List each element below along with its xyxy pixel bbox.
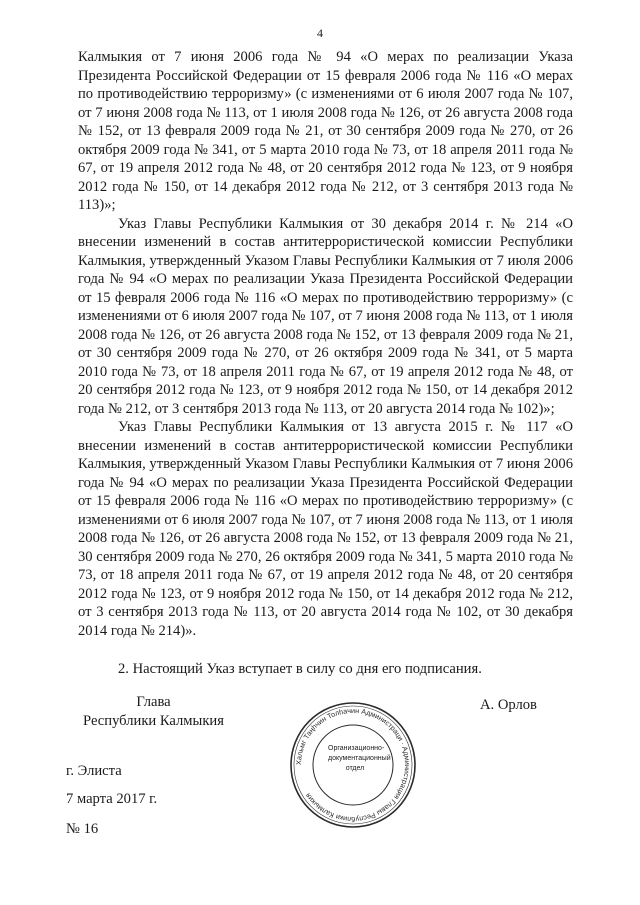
paragraph-continuation: Калмыкия от 7 июня 2006 года № 94 «О мерах по реализации Указа Президента Российской Федерации от 15 февраля 2006 года № 116 «О мерах по противодействию терроризму» (с изменениями от 6 июля 2007 года № 107, от 7 июня 2008 года № 113, от 1 июля 2008 года № 126, от 26 августа 2008 года № 152, от 13 февраля 2009 года № 21, от 30 сентября 2009 года № 270, от 26 октября 2009 года № 341, от 5 марта 2010 года № 73, от 18 апреля 2011 года № 67, от 19 апреля 2012 года № 48, от 20 сентября 2012 года № 123, от 9 ноября 2012 года № 150, от 14 декабря 2012 года № 212, от 3 сентября 2013 года № 113)»; [78, 49, 573, 213]
decree-number: № 16 [66, 821, 99, 837]
page-number: 4 [317, 26, 323, 40]
signer-title [66, 693, 241, 730]
stamp-center-line3: отдел [345, 765, 365, 772]
stamp-center-text [328, 744, 391, 774]
signer-name: А. Орлов [480, 697, 537, 713]
signer-title-line2: Республики Калмыкия [83, 712, 224, 729]
signer-title-line1: Глава [136, 694, 171, 710]
official-stamp [288, 700, 418, 830]
date: 7 марта 2017 г. [66, 791, 158, 807]
stamp-center-line1: Организационно- [328, 745, 385, 752]
place: г. Элиста [66, 763, 122, 779]
decree-item-2: 2. Настоящий Указ вступает в силу со дня его подписания. [118, 661, 482, 677]
decree-body [78, 48, 573, 640]
paragraph-decree-117: Указ Главы Республики Калмыкия от 13 августа 2015 г. № 117 «О внесении изменений в состав антитеррористической комиссии Республики Калмыкия, утвержденный Указом Главы Республики Калмыкия от 7 июня 2006 года № 94 «О мерах по реализации Указа Президента Российской Федерации от 15 февраля 2006 года № 116 «О мерах по противодействию терроризму» (с изменениями от 6 июля 2007 года № 107, от 7 июня 2008 года № 113, от 1 июля 2008 года № 126, от 26 августа 2008 года № 152, от 13 февраля 2009 года № 21, 30 сентября 2009 года № 270, 26 октября 2009 года № 341, 5 марта 2010 года № 73, от 18 апреля 2011 года № 67, от 19 апреля 2012 года № 48, от 20 сентября 2012 года № 123, от 9 ноября 2012 года № 150, от 14 декабря 2012 года № 212, от 3 сентября 2013 года № 113, от 20 августа 2014 года № 102, от 30 декабря 2014 года № 214)». [78, 419, 573, 639]
paragraph-decree-214: Указ Главы Республики Калмыкия от 30 декабря 2014 г. № 214 «О внесении изменений в состав антитеррористической комиссии Республики Калмыкия, утвержденный Указом Главы Республики Калмыкия от 7 июля 2006 года № 94 «О мерах по реализации Указа Президента Российской Федерации от 15 февраля 2006 года № 116 «О мерах по противодействию терроризму» (с изменениями от 6 июля 2007 года № 107, от 7 июня 2008 года № 113, от 1 июля 2008 года № 126, от 26 августа 2008 года № 152, от 13 февраля 2009 года № 21, от 30 сентября 2009 года № 270, от 26 октября 2009 года № 341, от 5 марта 2010 года № 73, от 18 апреля 2011 года № 67, от 19 апреля 2012 года № 48, от 20 сентября 2012 года № 123, от 9 ноября 2012 года № 150, от 14 декабря 2012 года № 212, от 3 сентября 2013 года № 113, от 20 августа 2014 года № 102)»; [78, 215, 573, 417]
stamp-center-line2: документационный [328, 755, 391, 762]
stamp-outer-text: Хальмг Таңһчин Толһачин Администраци · Администрация Главы Республики Калмыкия [293, 705, 413, 825]
